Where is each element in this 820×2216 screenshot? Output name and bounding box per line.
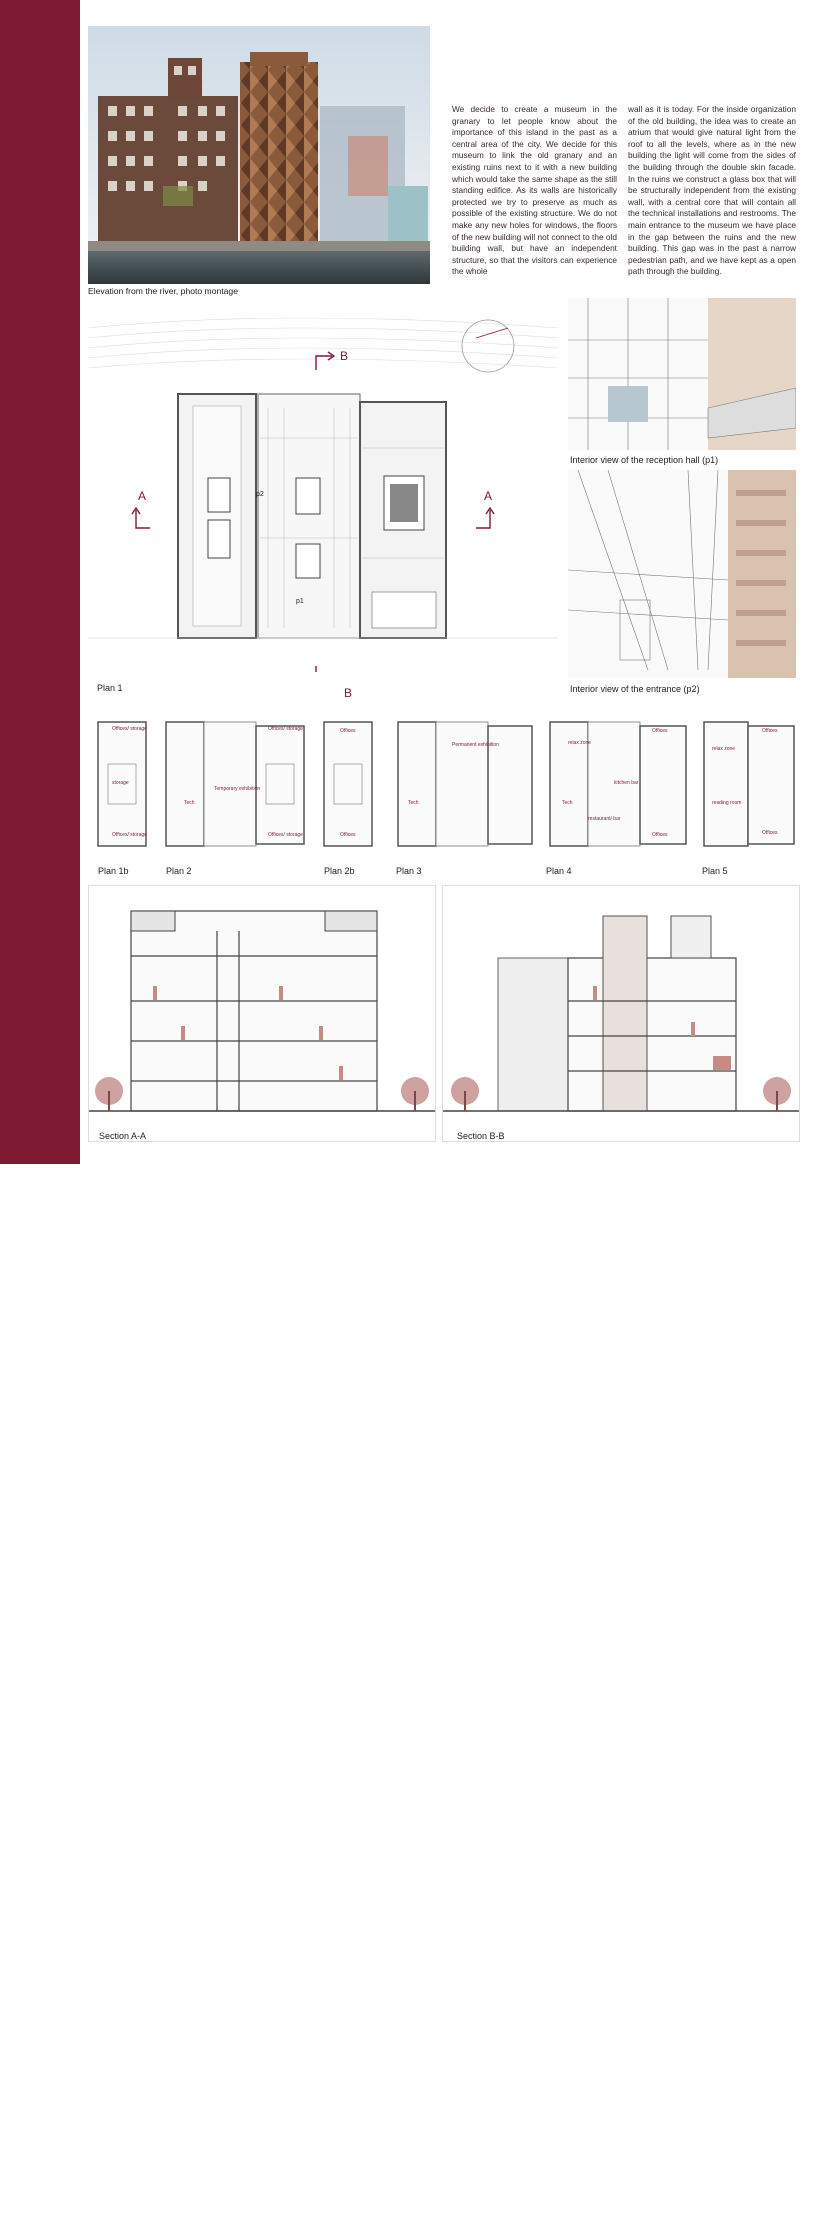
- room-p1-label: p1: [296, 598, 304, 605]
- plan-5-room-1: relax zone: [712, 746, 736, 752]
- plan-2-room-4: Offices/ storage: [268, 832, 303, 838]
- river-elevation-photo: [88, 26, 430, 284]
- plan-3-room-1: Permanent exhibition: [452, 742, 499, 748]
- section-b-b-label: Section B-B: [457, 1131, 505, 1141]
- sidebar: [0, 0, 80, 2216]
- plan-4-label: Plan 4: [546, 866, 572, 876]
- plan-3-room-2: Tech: [408, 800, 419, 806]
- room-p2-label: p2: [256, 491, 264, 498]
- entrance-view: [568, 470, 796, 678]
- section-b-marker-bottom: B: [344, 686, 353, 700]
- plan-5-room-2: Offices: [762, 728, 778, 734]
- description-text-2: wall as it is today. For the inside organization of the old building, the idea was to create an atrium that would give natural light from the roof to all the levels, where as in the new building the light will come from the sides of the building through the double skin facade. In the ruins we construct a glass box that will be structurally independent from the existing wall, with a central core that will contain all the technical installations and restrooms. The main entrance to the museum we have place in the gap between the ruins and the new building. This gap was in the past a narrow pedestrian path, and we have kept as a open path through the building.: [628, 104, 796, 277]
- plan-3-label: Plan 3: [396, 866, 422, 876]
- plan-1b-room-3: Offices/ storage: [112, 832, 147, 838]
- plan-5-drawing: [702, 720, 798, 848]
- plan-1-drawing: [88, 298, 558, 672]
- plan-4-drawing: [548, 720, 690, 848]
- plan-2b-label: Plan 2b: [324, 866, 355, 876]
- plan-5-label: Plan 5: [702, 866, 728, 876]
- plan-2-room-3: Tech: [184, 800, 195, 806]
- description-text-1: We decide to create a museum in the granary to let people know about the importance of this island in the past as a central area of the city. We decide for this museum to link the old granary and an existing ruins next to it with a new building which would take the same shape as the still standing edifice. As its walls are historically protected we try to preserve as much as possible of the existing structure. We do not make any new holes for windows, the floors of the new building will not connect to the old building wall, but have an independent structure, so that the visitors can experience the whole: [452, 104, 617, 277]
- plan-4-room-3: kitchen bar: [614, 780, 639, 786]
- section-a-marker-right: A: [484, 489, 493, 503]
- reception-hall-view: [568, 298, 796, 450]
- plan-2b-room-1: Offices: [340, 728, 356, 734]
- plan-4-room-5: restaurant/ bar: [588, 816, 621, 822]
- section-a-marker-left: A: [138, 489, 147, 503]
- poster-authors: Katrin Lysvret, Maria Revilla, Monika Wróblewska, , Alexandra Zeller - Master II: [54, 1686, 70, 2216]
- section-a-a-drawing: [88, 885, 436, 1142]
- photo-caption: Elevation from the river, photo montage: [88, 286, 238, 296]
- plan-1b-drawing: [96, 720, 148, 848]
- entrance-view-caption: Interior view of the entrance (p2): [570, 684, 700, 694]
- plan-1b-label: Plan 1b: [98, 866, 129, 876]
- plan-2-label: Plan 2: [166, 866, 192, 876]
- poster-title: THEORY OF CONSERVATION: [12, 1723, 52, 2216]
- section-b-b-drawing: [442, 885, 800, 1142]
- plan-5-room-4: Offices: [762, 830, 778, 836]
- reception-view-caption: Interior view of the reception hall (p1): [570, 455, 719, 465]
- plan-3-drawing: [396, 720, 536, 848]
- plan-2b-room-2: Offices: [340, 832, 356, 838]
- description-col2: [628, 104, 796, 278]
- vertical-title-block: [12, 1086, 72, 2216]
- section-b-marker-top: B: [340, 349, 349, 363]
- plan-1b-room-2: storage: [112, 780, 129, 786]
- plan-4-room-1: relax zone: [568, 740, 592, 746]
- plan-1-label: Plan 1: [97, 683, 123, 693]
- section-a-a-label: Section A-A: [99, 1131, 147, 1141]
- plan-4-room-6: Offices: [652, 832, 668, 838]
- description-col1: [452, 104, 617, 278]
- plan-1b-room-1: Offices/ storage: [112, 726, 147, 732]
- plan-4-room-4: Tech: [562, 800, 573, 806]
- plan-2b-drawing: [322, 720, 374, 848]
- plan-2-room-2: Temporary exhibition: [214, 786, 261, 792]
- plan-2-room-1: Offices/ storage: [268, 726, 303, 732]
- poster-subtitle: Granary Museum: [21, 1503, 49, 1710]
- plan-4-room-2: Offices: [652, 728, 668, 734]
- plan-5-room-3: reading room: [712, 800, 742, 806]
- plan-2-drawing: [164, 720, 308, 848]
